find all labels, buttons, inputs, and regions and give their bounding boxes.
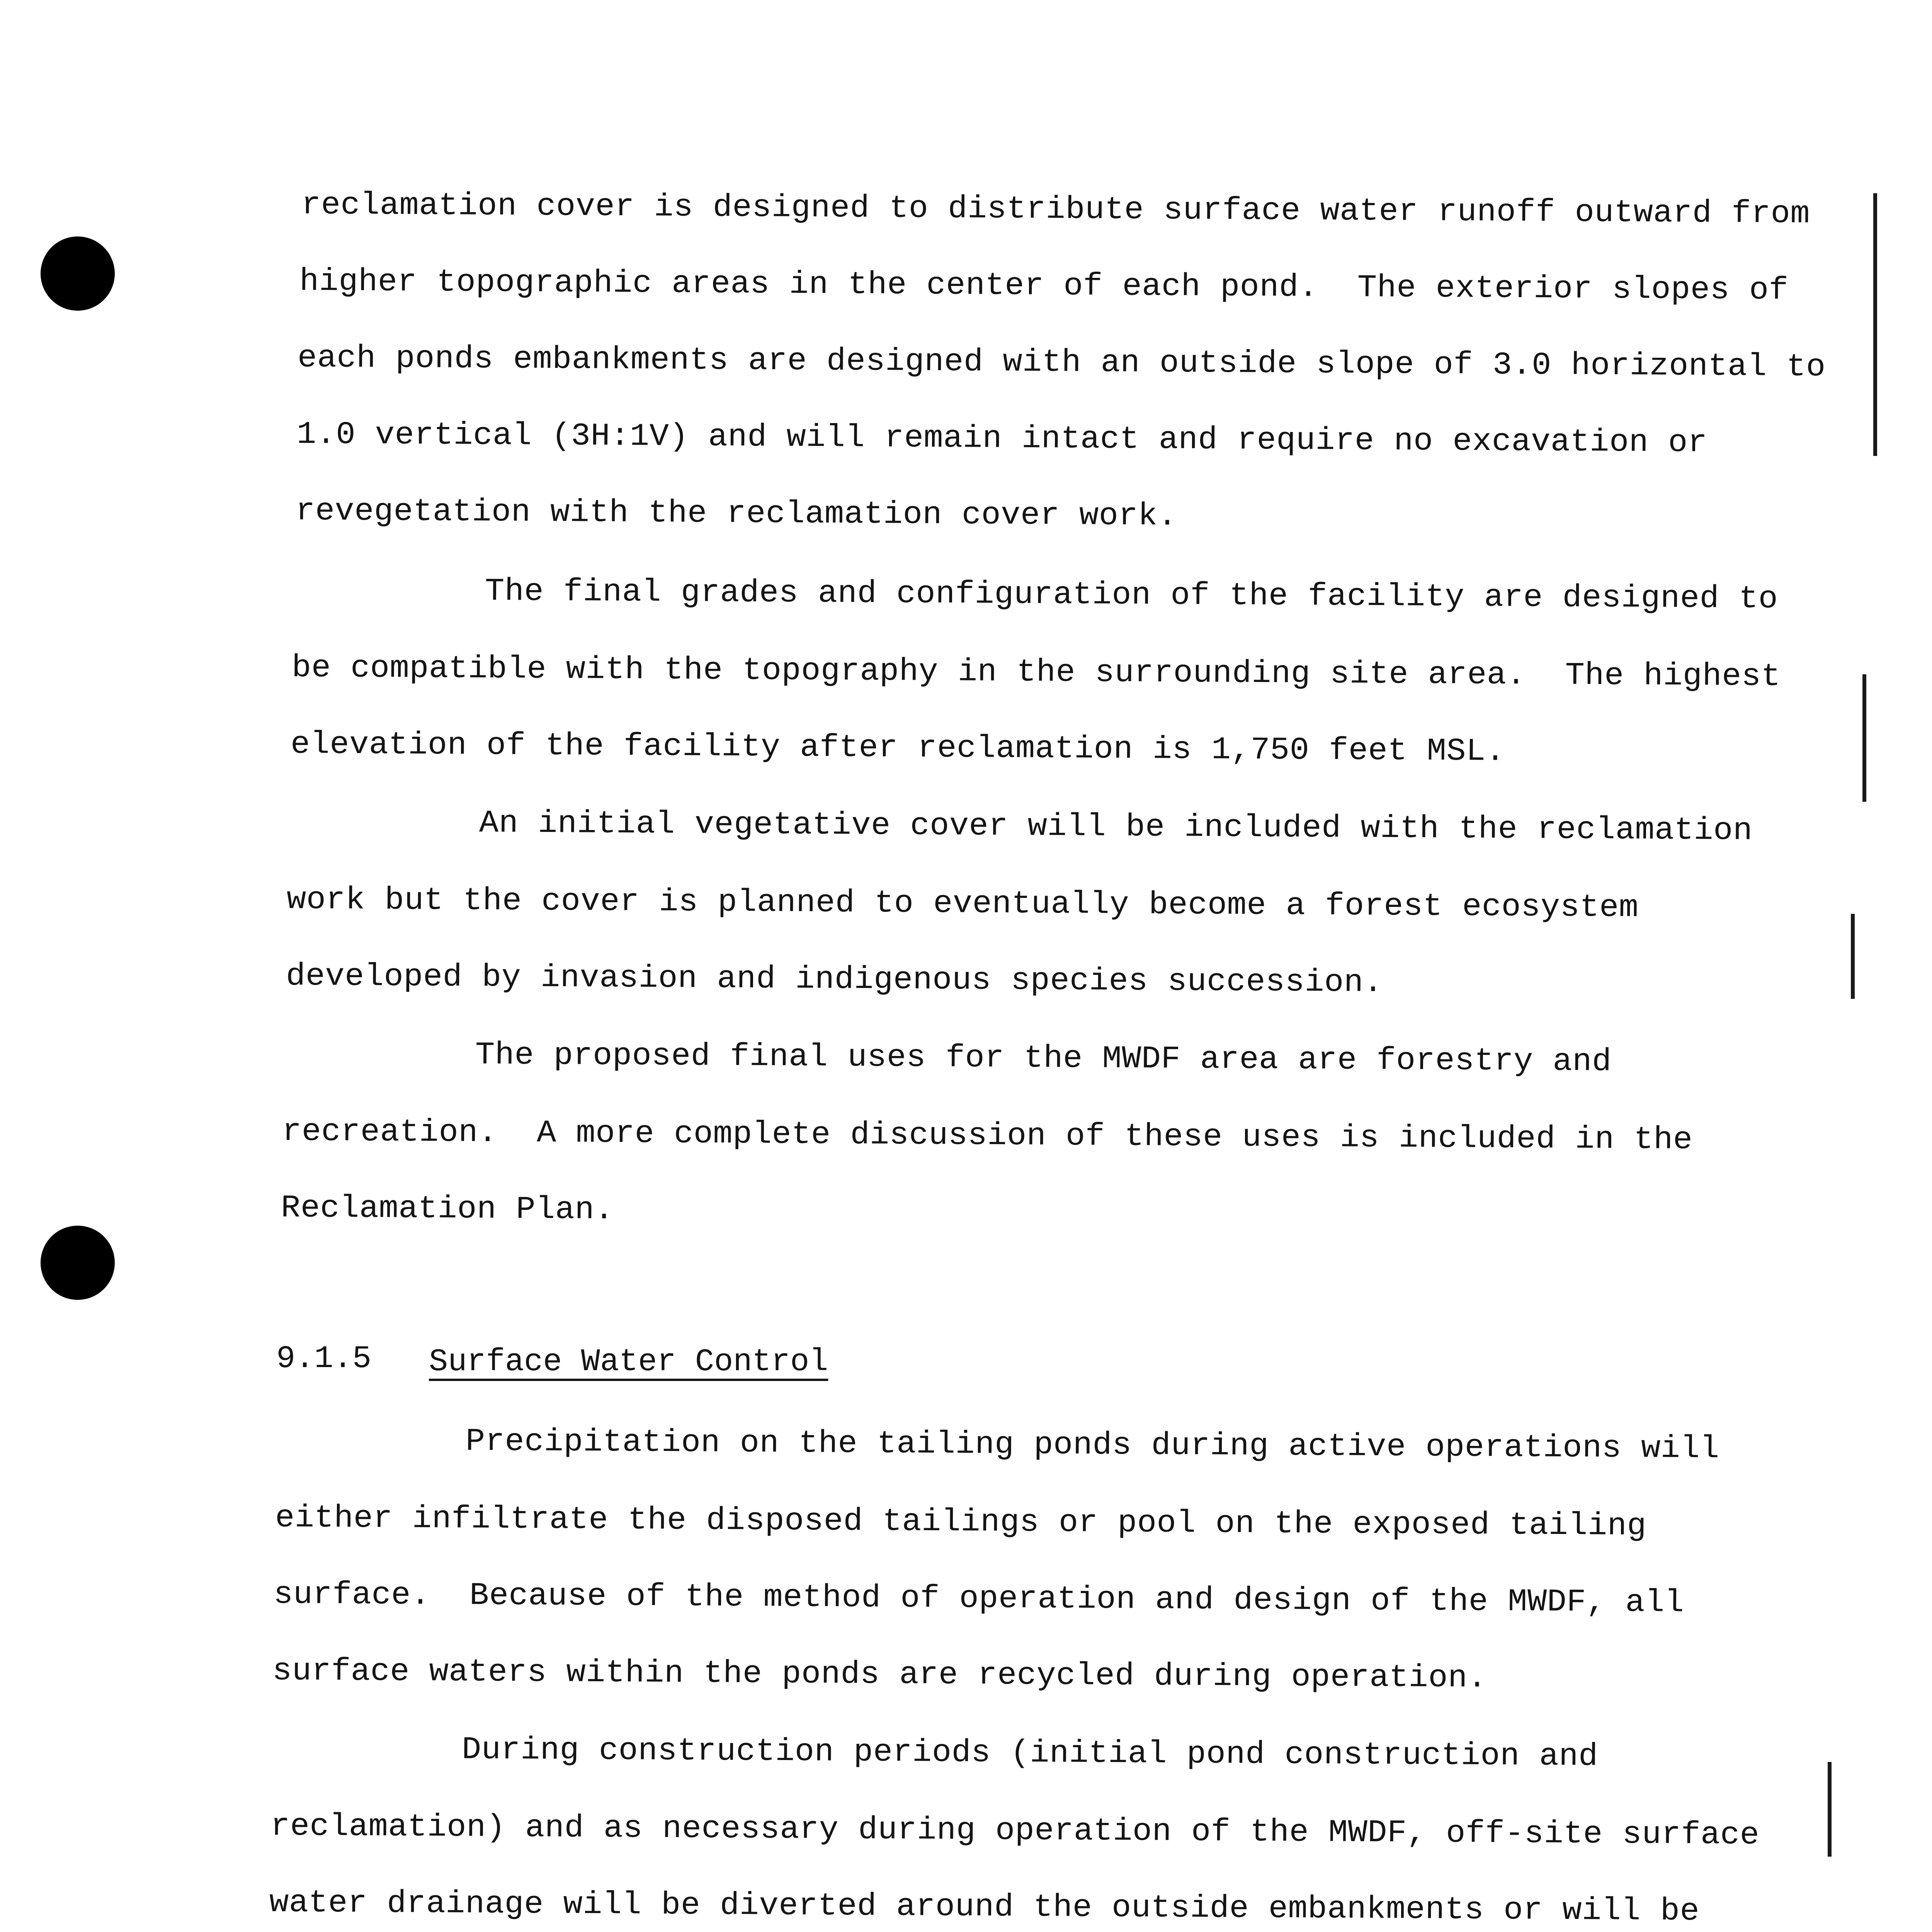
text-line: recreation. A more complete discussion of these uses is included in the: [282, 1114, 1693, 1158]
text-line: be compatible with the topography in the surrounding site area. The highest: [291, 650, 1781, 695]
text-line: revegetation with the reclamation cover work.: [295, 493, 1177, 534]
change-bar: [1828, 1762, 1832, 1857]
punch-hole-top: [41, 236, 115, 311]
text-line: reclamation) and as necessary during operation of the MWDF, off-site surface: [270, 1808, 1760, 1854]
text-line: 1.0 vertical (3H:1V) and will remain intact and require no excavation or: [296, 417, 1708, 461]
text-line: surface. Because of the method of operation and design of the MWDF, all: [273, 1577, 1684, 1621]
text-line: reclamation cover is designed to distribute surface water runoff outward from: [301, 187, 1810, 232]
punch-hole-middle: [41, 1226, 115, 1300]
text-line: surface waters within the ponds are recycled during operation.: [272, 1653, 1487, 1696]
change-bar: [1862, 674, 1866, 802]
text-line: water drainage will be diverted around the outside embankments or will be: [269, 1885, 1700, 1930]
text-line: Reclamation Plan.: [281, 1190, 614, 1228]
text-line: elevation of the facility after reclamation is 1,750 feet MSL.: [290, 726, 1505, 770]
text-line: The final grades and configuration of the facility are designed to: [485, 573, 1778, 617]
section-number: 9.1.5: [276, 1341, 372, 1377]
text-line: Precipitation on the tailing ponds during active operations will: [465, 1423, 1720, 1467]
text-line: work but the cover is planned to eventually become a forest ecosystem: [286, 882, 1639, 926]
text-line: An initial vegetative cover will be included with the reclamation: [479, 805, 1753, 849]
text-line: either infiltrate the disposed tailings or pool on the exposed tailing: [275, 1500, 1647, 1544]
text-line: higher topographic areas in the center of each pond. The exterior slopes of: [299, 264, 1789, 309]
section-title: Surface Water Control: [429, 1344, 828, 1380]
change-bar: [1873, 193, 1877, 456]
change-bar: [1851, 914, 1855, 999]
text-line: The proposed final uses for the MWDF area are forestry and: [475, 1037, 1612, 1080]
text-line: developed by invasion and indigenous species succession.: [286, 958, 1383, 1001]
text-line: each ponds embankments are designed with an outside slope of 3.0 horizontal to: [297, 340, 1826, 385]
text-line: During construction periods (initial pond construction and: [461, 1732, 1598, 1775]
